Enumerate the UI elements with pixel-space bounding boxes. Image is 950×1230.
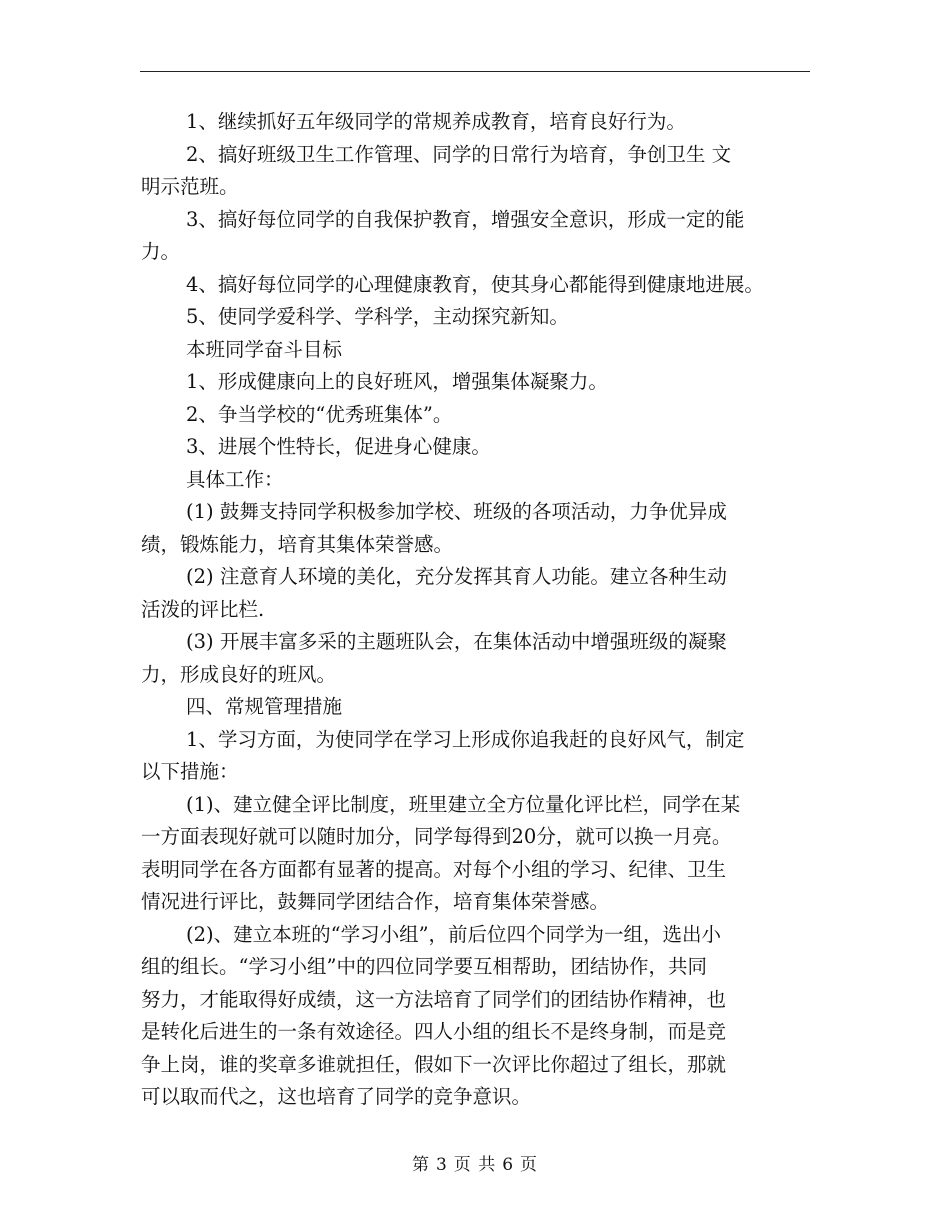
text-line: 以下措施： bbox=[141, 760, 239, 783]
text-line: 5、使同学爱科学、学科学，主动探究新知。 bbox=[186, 305, 569, 328]
text-line: 组的组长。“学习小组”中的四位同学要互相帮助，团结协作，共同 bbox=[141, 955, 707, 978]
text-line: 4、搞好每位同学的心理健康教育，使其身心都能得到健康地进展。 bbox=[186, 272, 764, 296]
text-line: (1)、建立健全评比制度，班里建立全方位量化评比栏，同学在某 bbox=[186, 792, 741, 816]
page-total: 6 bbox=[502, 1155, 515, 1175]
text-line: 争上岗，谁的奖章多谁就担任，假如下一次评比你超过了组长，那就 bbox=[141, 1052, 727, 1076]
text-line: 是转化后进生的一条有效途径。四人小组的组长不是终身制，而是竞 bbox=[141, 1020, 727, 1043]
text-line: 可以取而代之，这也培育了同学的竞争意识。 bbox=[141, 1085, 532, 1108]
text-line: 2、争当学校的“优秀班集体”。 bbox=[186, 402, 453, 426]
text-line: 力，形成良好的班风。 bbox=[141, 662, 337, 686]
text-line: 四、常规管理措施 bbox=[186, 695, 343, 718]
text-line: 2、搞好班级卫生工作管理、同学的日常行为培育，争创卫生 文 bbox=[186, 142, 732, 166]
text-line: (2)、建立本班的“学习小组”，前后位四个同学为一组，选出小 bbox=[186, 922, 722, 946]
text-line: 1、学习方面，为使同学在学习上形成你追我赶的良好风气，制定 bbox=[186, 727, 745, 751]
text-line: 明示范班。 bbox=[141, 175, 239, 198]
text-line: (1) 鼓舞支持同学积极参加学校、班级的各项活动，力争优异成 bbox=[186, 500, 727, 523]
header-rule bbox=[140, 71, 810, 72]
text-line: 活泼的评比栏. bbox=[141, 597, 265, 621]
document-body bbox=[141, 106, 821, 1114]
text-line: 一方面表现好就可以随时加分，同学每得到20分，就可以换一月亮。 bbox=[141, 825, 732, 848]
page-footer bbox=[0, 1150, 950, 1175]
text-line: 绩，锻炼能力，培育其集体荣誉感。 bbox=[141, 532, 454, 556]
text-line: 3、搞好每位同学的自我保护教育，增强安全意识，形成一定的能 bbox=[186, 207, 745, 231]
page-number: 3 bbox=[435, 1155, 448, 1175]
text-line: 努力，才能取得好成绩，这一方法培育了同学们的团结协作精神，也 bbox=[141, 987, 727, 1011]
text-line: (3) 开展丰富多采的主题班队会，在集体活动中增强班级的凝聚 bbox=[186, 630, 727, 653]
text-line: 本班同学奋斗目标 bbox=[186, 337, 343, 361]
text-line: 表明同学在各方面都有显著的提高。对每个小组的学习、纪律、卫生 bbox=[141, 857, 727, 881]
text-line: 1、继续抓好五年级同学的常规养成教育，培育良好行为。 bbox=[186, 110, 686, 133]
text-line: 情况进行评比，鼓舞同学团结合作，培育集体荣誉感。 bbox=[141, 890, 610, 913]
footer-prefix: 第 bbox=[411, 1155, 430, 1175]
text-line: 具体工作： bbox=[186, 467, 284, 491]
text-line: 1、形成健康向上的良好班风，增强集体凝聚力。 bbox=[186, 370, 608, 393]
text-line: 3、进展个性特长，促进身心健康。 bbox=[186, 435, 491, 458]
text-line: 力。 bbox=[141, 240, 181, 263]
text-line: (2) 注意育人环境的美化，充分发挥其育人功能。建立各种生动 bbox=[186, 565, 727, 588]
footer-suffix: 页 bbox=[520, 1155, 539, 1175]
footer-mid: 页 共 bbox=[453, 1155, 497, 1175]
